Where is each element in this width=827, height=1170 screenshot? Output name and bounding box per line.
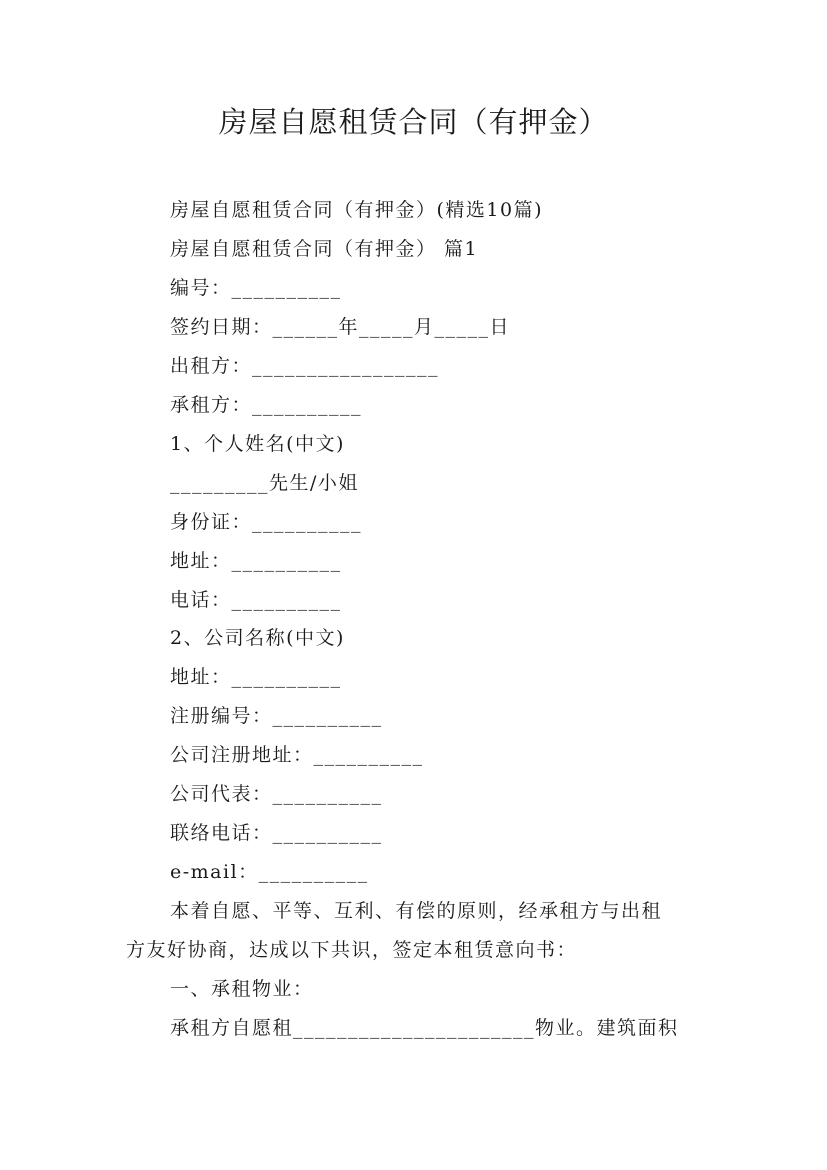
field-registration-number: 注册编号：__________ <box>170 705 383 727</box>
document-title: 房屋自愿租赁合同（有押金） <box>218 105 609 139</box>
subtitle-line: 房屋自愿租赁合同（有押金）(精选10篇) <box>170 199 544 221</box>
field-personal-name: _________先生/小姐 <box>170 472 359 494</box>
field-email: e-mail：__________ <box>170 861 369 883</box>
paragraph-line-2: 方友好协商，达成以下共识，签定本租赁意向书： <box>126 939 578 961</box>
section-heading: 房屋自愿租赁合同（有押金） 篇1 <box>170 238 479 260</box>
field-company-representative: 公司代表：__________ <box>170 783 383 805</box>
field-phone: 电话：__________ <box>170 589 342 611</box>
field-company-address: 地址：__________ <box>170 666 342 688</box>
field-sign-date: 签约日期：______年_____月_____日 <box>170 316 511 338</box>
field-address: 地址：__________ <box>170 550 342 572</box>
field-number: 编号：__________ <box>170 277 342 299</box>
field-id-card: 身份证：__________ <box>170 511 363 533</box>
field-registered-address: 公司注册地址：__________ <box>170 744 424 766</box>
item-company-name: 2、公司名称(中文) <box>170 627 345 649</box>
field-contact-phone: 联络电话：__________ <box>170 822 383 844</box>
field-lessee: 承租方：__________ <box>170 394 363 416</box>
item-personal-name: 1、个人姓名(中文) <box>170 433 345 455</box>
paragraph-line-1: 本着自愿、平等、互利、有偿的原则，经承租方与出租 <box>170 900 663 922</box>
field-lessor: 出租方：_________________ <box>170 355 440 377</box>
section-rental-property: 一、承租物业： <box>170 978 314 1000</box>
field-rental-property: 承租方自愿租______________________物业。建筑面积 <box>170 1017 679 1039</box>
